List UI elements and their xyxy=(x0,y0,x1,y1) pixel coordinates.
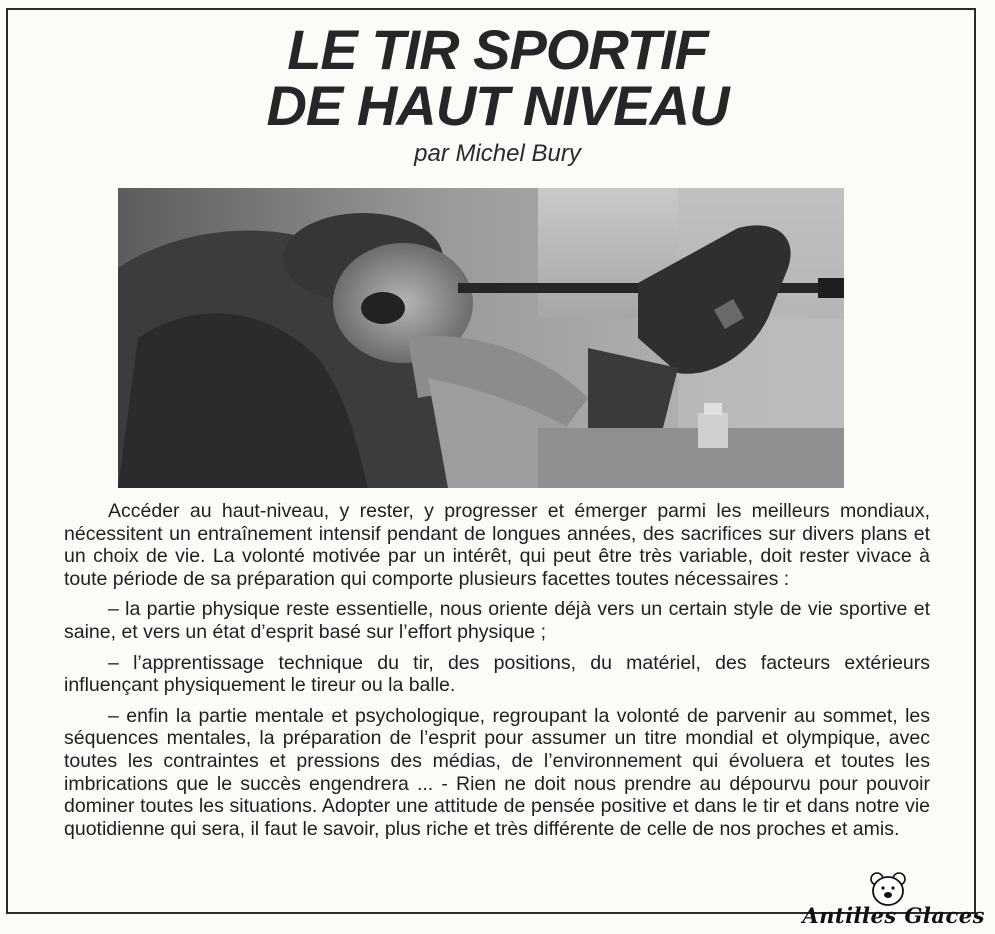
paragraph-intro: Accéder au haut-niveau, y rester, y progresser et émerger parmi les meilleurs mondiaux, nécessitent un entraînement intensif pendant de longues années, des sacrifices sur divers plans et un choix de vie. La volonté motivée par un intérêt, qui peut être très variable, doit rester vivace à toute période de sa préparation qui comporte plusieurs facettes toutes nécessaires : xyxy=(64,500,930,590)
paragraph-technique: – l’apprentissage technique du tir, des positions, du matériel, des facteurs extérieurs influençant physiquement le tireur ou la balle. xyxy=(64,651,930,697)
article-body xyxy=(64,500,930,848)
shooter-photo xyxy=(118,188,844,488)
paragraph-mentale: – enfin la partie mentale et psychologique, regroupant la volonté de parvenir au sommet, les séquences mentales, la préparation de l’esprit pour assumer un titre mondial et olympique, avec toutes les contraintes et pressions des médias, de l’environnement qui évoluera et toutes les imbrications que le succès engendrera ... - Rien ne doit nous prendre au dépourvu pour pouvoir dominer toutes les situations. Adopter une attitude de pensée positive et dans le tir et dans notre vie quotidienne qui sera, il faut le savoir, plus riche et très différente de celle de nos proches et amis. xyxy=(64,704,930,840)
article-title-line-2: DE HAUT NIVEAU xyxy=(266,74,729,137)
article-byline: par Michel Bury xyxy=(414,140,581,167)
paragraph-physique: – la partie physique reste essentielle, nous oriente déjà vers un certain style de vie sportive et saine, et vers un état d’esprit basé sur l’effort physique ; xyxy=(64,598,930,643)
watermark-text: Antilles Glaces xyxy=(802,903,985,928)
watermark-logo xyxy=(790,870,985,930)
article-title-line-1: LE TIR SPORTIF xyxy=(287,18,708,81)
shooter-photo-image xyxy=(118,188,844,488)
